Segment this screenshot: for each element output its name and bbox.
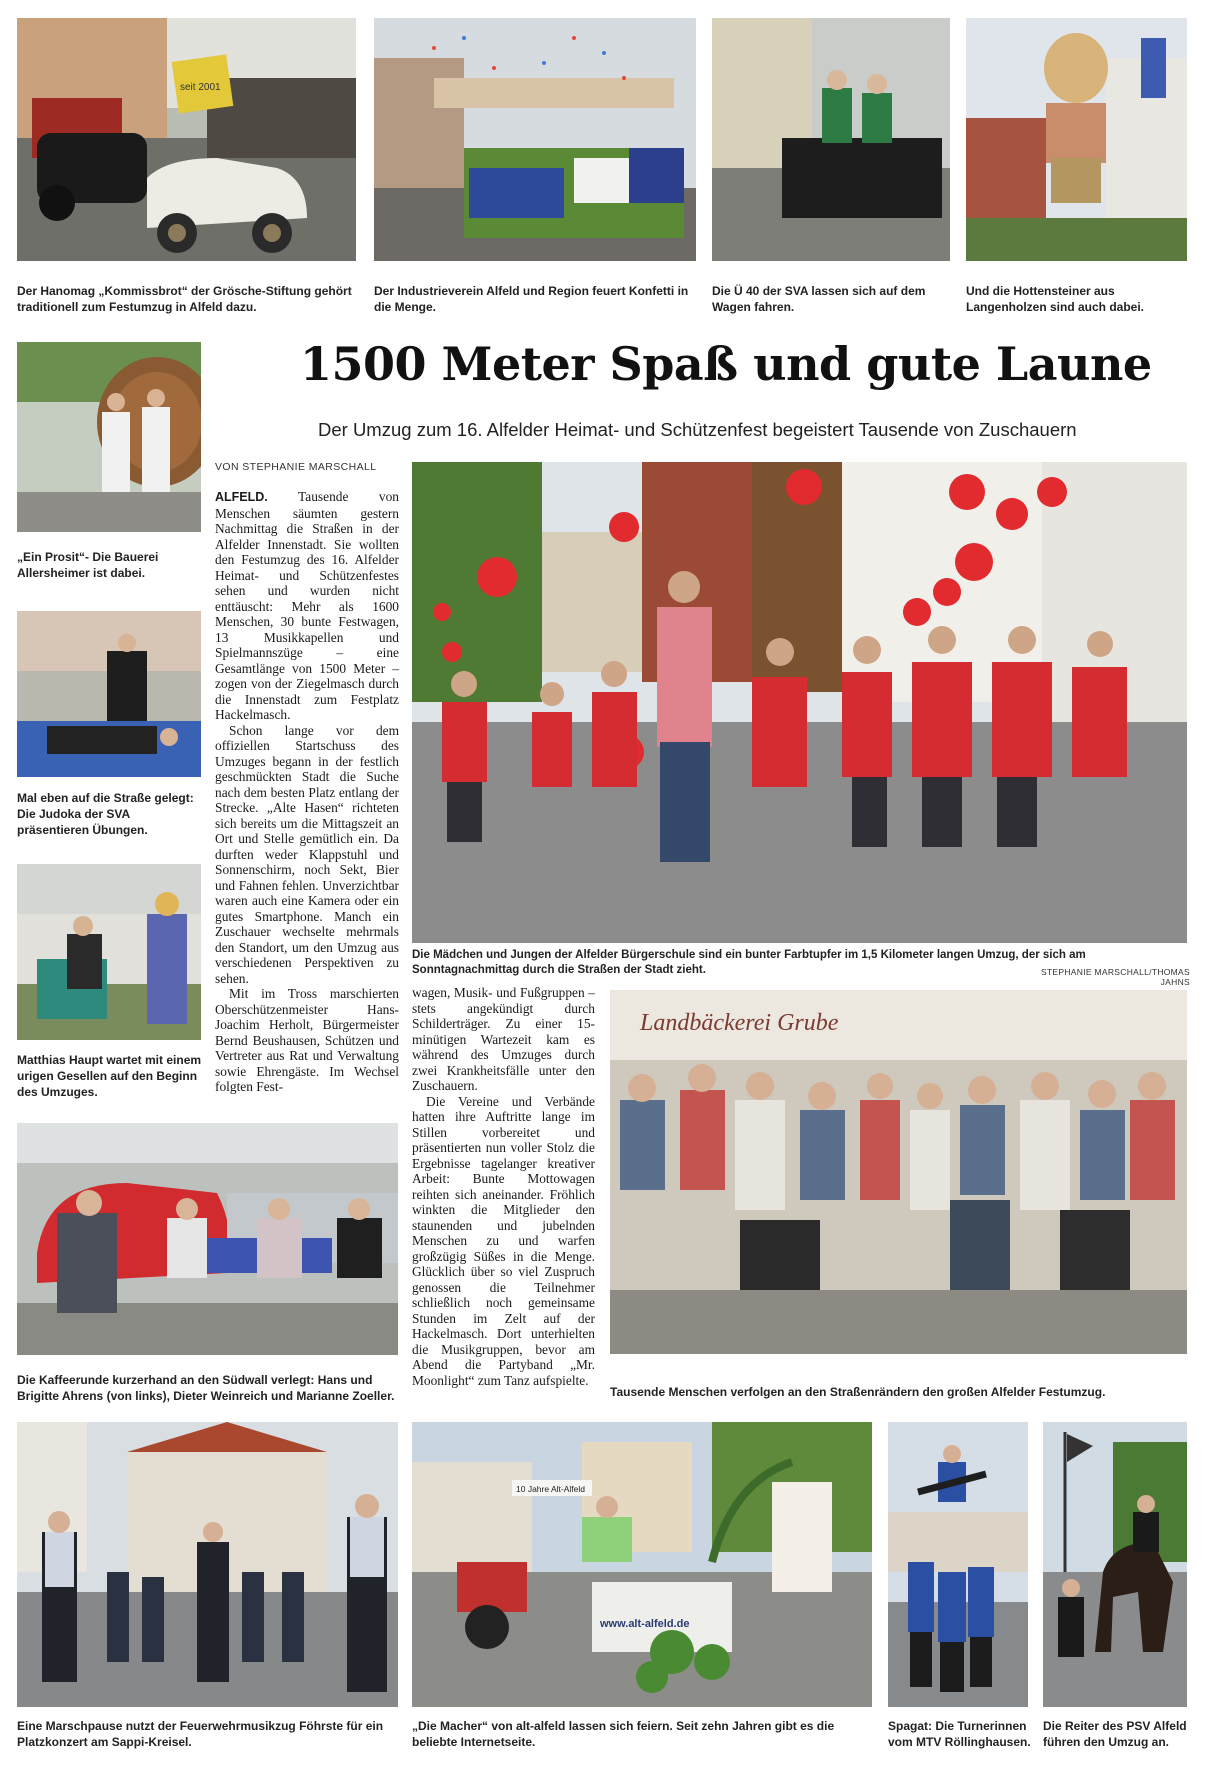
article-column-1 bbox=[215, 489, 399, 1095]
caption-crowd: Tausende Menschen verfolgen an den Straßenrändern den großen Alfelder Festumzug. bbox=[610, 1385, 1106, 1399]
crowd-shop-sign: Landbäckerei Grube bbox=[640, 1010, 839, 1036]
macher-sign: 10 Jahre Alt-Alfeld bbox=[516, 1484, 585, 1494]
caption-matthias: Matthias Haupt wartet mit einem urigen Gesellen auf den Beginn des Umzuges. bbox=[17, 1053, 202, 1099]
photo-reiter bbox=[1043, 1422, 1187, 1707]
photo-credit: STEPHANIE MARSCHALL/THOMAS JAHNS bbox=[1040, 967, 1190, 987]
photo-hanomag bbox=[17, 18, 356, 261]
dateline: ALFELD. bbox=[215, 490, 268, 504]
caption-spagat: Spagat: Die Turnerinnen vom MTV Röllinghausen. bbox=[888, 1719, 1031, 1749]
caption-main: Die Mädchen und Jungen der Alfelder Bürgerschule sind ein bunter Farbtupfer im 1,5 Kilometer langen Umzug, der sich am Sonntagnachmittag durch die Straßen der Stadt zieht. bbox=[412, 949, 1086, 976]
photo-main-parade bbox=[412, 462, 1187, 943]
caption-hanomag: Der Hanomag „Kommissbrot“ der Grösche-Stiftung gehört traditionell zum Festumzug in Alfeld dazu. bbox=[17, 284, 352, 314]
article-text: Tausende von Menschen säumten gestern Nachmittag die Straßen in der Alfelder Innenstadt. Sie wollten den Festumzug des 16. Alfelder Heimat- und Schützenfestes sehen und wurden nicht enttäuscht: Mehr als 1600 Menschen, 30 bunte Festwagen, 13 Musikkapellen und Spielmannszüge – eine Gesamtlänge von 1500 Meter – zogen von der Ziegelmasch durch die Innenstadt zum Festplatz Hackelmasch. bbox=[215, 489, 400, 722]
byline: VON STEPHANIE MARSCHALL bbox=[215, 461, 377, 473]
article-column-2 bbox=[412, 985, 595, 1388]
photo-spagat bbox=[888, 1422, 1028, 1707]
photo-judoka bbox=[17, 611, 201, 777]
macher-banner: www.alt-alfeld.de bbox=[600, 1618, 690, 1630]
article-paragraph: Mit im Tross marschierten Oberschützenmeister Hans-Joachim Herholt, Bürgermeister Bernd Beushausen, Schützen und Vertreter aus Rat und Verwaltung sowie Ehrengäste. Im Wechsel folgten Fest- bbox=[215, 986, 399, 1094]
caption-svaue40: Die Ü 40 der SVA lassen sich auf dem Wagen fahren. bbox=[712, 284, 926, 314]
subheadline: Der Umzug zum 16. Alfelder Heimat- und Schützenfest begeistert Tausende von Zuschauern bbox=[318, 419, 1077, 440]
article-paragraph: Schon lange vor dem offiziellen Startschuss des Umzuges begann in der festlich geschmückten Stadt die Suche nach dem besten Platz entlang der Strecke. „Alte Hasen“ richteten sich bereits um die Mittagszeit an Ort und Stelle gemütlich ein. Da durften weder Klappstuhl und Sonnenschirm, noch Sekt, Bier und Fahnen fehlen. Unverzichtbar waren auch eine Kamera oder ein gutes Smartphone. Manch ein Zuschauer wechselte mehrmals den Standort, um den Umzug aus verschiedenen Perspektiven zu sehen. bbox=[215, 722, 399, 986]
caption-reiter: Die Reiter des PSV Alfeld führen den Umzug an. bbox=[1043, 1719, 1187, 1749]
photo-hottensteiner bbox=[966, 18, 1187, 261]
caption-kaffeerunde: Die Kaffeerunde kurzerhand an den Südwall verlegt: Hans und Brigitte Ahrens (von links), Dieter Weinreich und Marianne Zoeller. bbox=[17, 1373, 395, 1403]
caption-feuerwehr: Eine Marschpause nutzt der Feuerwehrmusikzug Föhrste für ein Platzkonzert am Sappi-Kreisel. bbox=[17, 1719, 384, 1749]
hanomag-sign: seit 2001 bbox=[180, 82, 221, 93]
article-paragraph bbox=[215, 489, 399, 723]
article-paragraph: wagen, Musik- und Fußgruppen – stets angekündigt durch Schilderträger. Zu einer 15-minütigen Wartezeit kam es während des Umzuges durch zwei Krankheitsfälle unter den Zuschauern. bbox=[412, 985, 595, 1093]
headline: 1500 Meter Spaß und gute Laune bbox=[300, 337, 1152, 391]
photo-macher bbox=[412, 1422, 872, 1707]
caption-macher: „Die Macher“ von alt-alfeld lassen sich feiern. Seit zehn Jahren gibt es die beliebte Internetseite. bbox=[412, 1719, 835, 1749]
photo-crowd bbox=[610, 990, 1187, 1354]
photo-svaue40 bbox=[712, 18, 950, 261]
caption-prosit: „Ein Prosit“- Die Bauerei Allersheimer ist dabei. bbox=[17, 550, 159, 580]
photo-matthias bbox=[17, 864, 201, 1040]
caption-judoka: Mal eben auf die Straße gelegt: Die Judoka der SVA präsentieren Übungen. bbox=[17, 791, 194, 837]
photo-industrieverein bbox=[374, 18, 696, 261]
photo-feuerwehr bbox=[17, 1422, 398, 1707]
article-paragraph: Die Vereine und Verbände hatten ihre Auftritte lange im Stillen vorbereitet und präsentierten nun voller Stolz die Ergebnisse tagelanger kreativer Arbeit: Bunte Mottowagen reihten sich aneinander. Fröhlich winkten die Mitglieder den staunenden und jubelnden Menschen zu und warfen großzügig Süßes in die Menge. Glücklich über so viel Zuspruch genossen die Teilnehmer schließlich noch gemeinsame Stunden im Zelt auf der Hackelmasch. Dort unterhielten die Musikgruppen, bevor am Abend die Partyband „Mr. Moonlight“ zum Tanz aufspielte. bbox=[412, 1093, 595, 1388]
photo-prosit bbox=[17, 342, 201, 532]
caption-hottensteiner: Und die Hottensteiner aus Langenholzen sind auch dabei. bbox=[966, 284, 1145, 314]
photo-kaffeerunde bbox=[17, 1123, 398, 1355]
caption-industrieverein: Der Industrieverein Alfeld und Region feuert Konfetti in die Menge. bbox=[374, 284, 689, 314]
